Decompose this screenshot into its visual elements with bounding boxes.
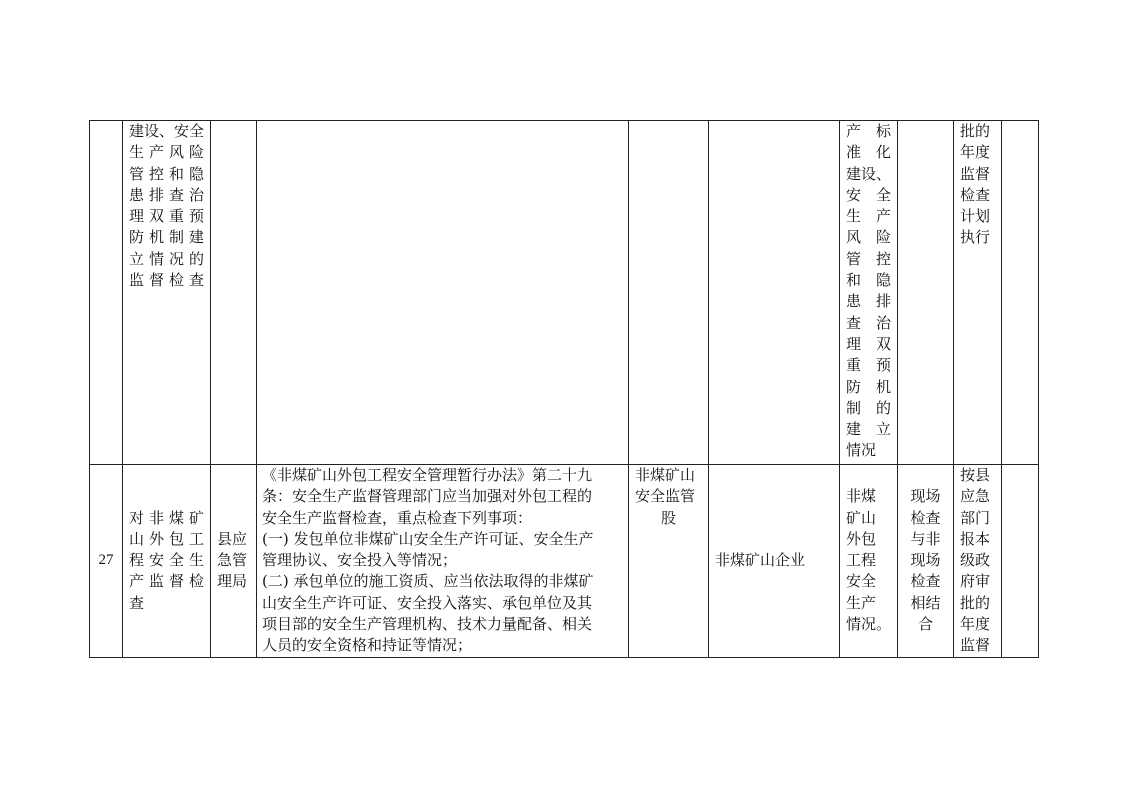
- responsible-unit-cell: [629, 121, 709, 465]
- inspection-method-cell: [898, 121, 954, 465]
- remarks-cell: [1002, 121, 1039, 465]
- responsible-unit-cell: 非煤矿山 安全监管 股: [629, 465, 709, 658]
- table-row: [90, 121, 1039, 465]
- legal-basis-cell: [257, 121, 629, 465]
- row-number-cell: [90, 121, 123, 465]
- inspection-content-cell: 非煤 矿山 外包 工程 安全 生产 情况。: [840, 465, 898, 658]
- table-row: [90, 465, 1039, 658]
- inspection-method-cell: 现场 检查 与非 现场 检查 相结 合: [898, 465, 954, 658]
- inspection-frequency-cell: 批的 年度 监督 检查 计划 执行: [954, 121, 1002, 465]
- legal-basis-cell: 《非煤矿山外包工程安全管理暂行办法》第二十九 条：安全生产监督管理部门应当加强对外包工程的 安全生产监督检查，重点检查下列事项： (一) 发包单位非煤矿山安全生产许可证、安全生产 管理协议、安全投入等情况； (二) 承包单位的施工资质、应当依法取得的非煤矿 山安全生产许可证、安全投入落实、承包单位及其 项目部的安全生产管理机构、技术力量配备、相关 人员的安全资格和持证等情况；: [257, 465, 629, 658]
- inspection-table: [89, 120, 1039, 658]
- department-cell: 县应 急管 理局: [211, 465, 257, 658]
- inspection-object-cell: 非煤矿山企业: [709, 465, 840, 658]
- remarks-cell: [1002, 465, 1039, 658]
- inspection-frequency-cell: 按县 应急 部门 报本 级政 府审 批的 年度 监督: [954, 465, 1002, 658]
- department-cell: [211, 121, 257, 465]
- inspection-item-cell: 建设、安全 生产风险 管控和隐 患排查治 理双重预 防机制建 立情况的 监督检查: [123, 121, 211, 465]
- row-number-cell: 27: [90, 465, 123, 658]
- inspection-object-cell: [709, 121, 840, 465]
- inspection-content-cell: 产 标 准 化 建设、 安 全 生 产 风 险 管 控 和 隐 患 排 查 治 理 双 重 预 防 机 制 的 建 立 情况: [840, 121, 898, 465]
- inspection-item-cell: 对非煤矿 山外包工 程安全生 产监督检 查: [123, 465, 211, 658]
